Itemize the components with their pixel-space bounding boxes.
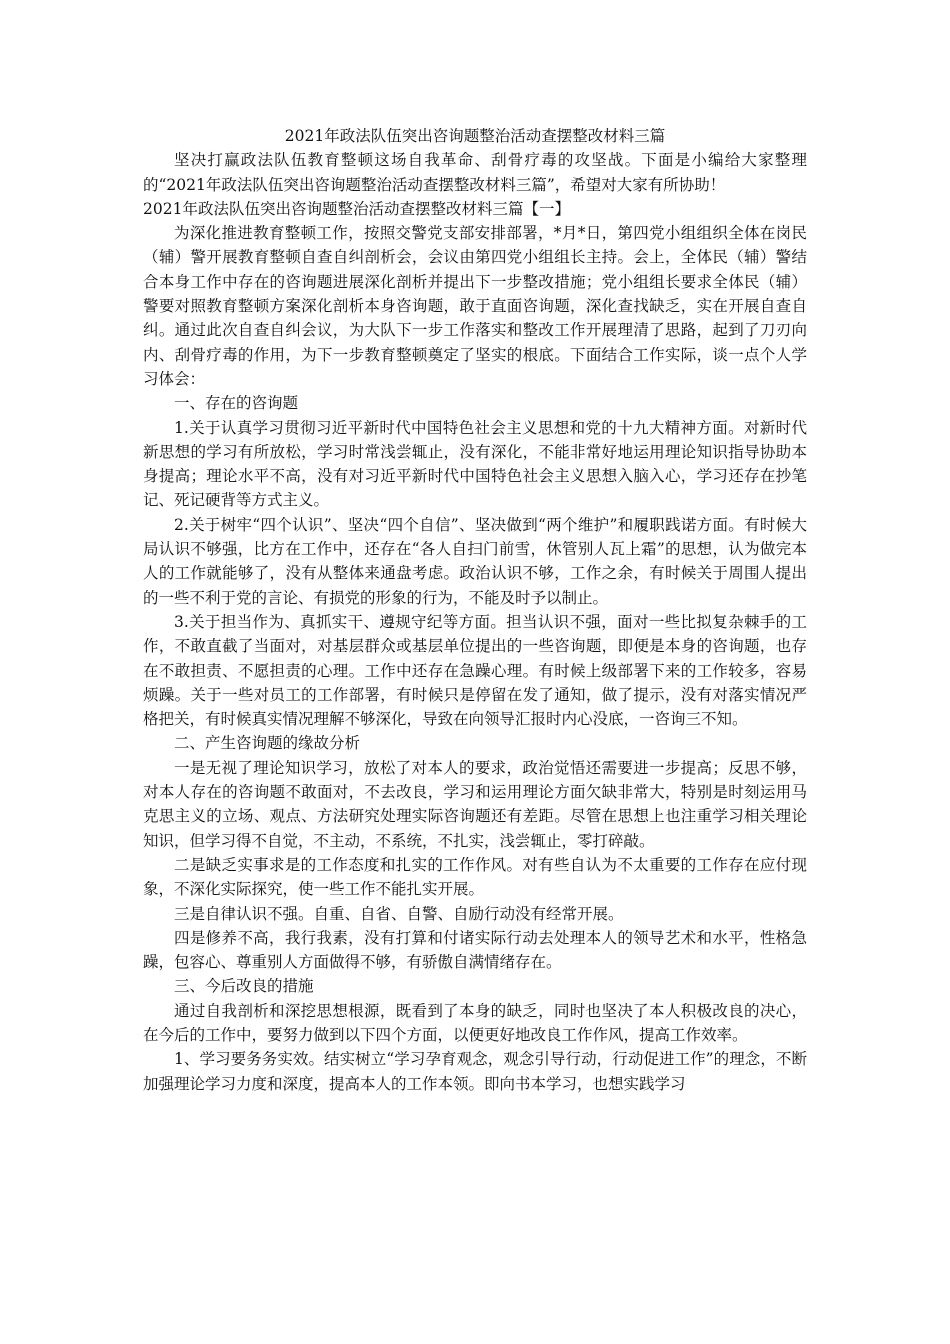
- section-heading-causes: 二、产生咨询题的缘故分析: [174, 734, 361, 753]
- intro-body-paragraph: 为深化推进教育整顿工作，按照交警党支部安排部署，*月*日，第四党小组组织全体在岗民（辅）警开展教育整顿自查自纠剖析会，会议由第四党小组组长主持。会上，全体民（辅）警结合本身工作中存在的咨询题进展深化剖析并提出下一步整改措施；党小组组长要求全体民（辅）警要对照教育整顿方案深化剖析本身咨询题，敢于直面咨询题，深化查找缺乏，实在开展自查自纠。通过此次自查自纠会议，为大队下一步工作落实和整改工作开展理清了思路，起到了刀刃向内、刮骨疗毒的作用，为下一步教育整顿奠定了坚实的根底。下面结合工作实际，谈一点个人学习体会：: [143, 224, 807, 388]
- part-heading: 2021年政法队伍突出咨询题整治活动查摆整改材料三篇【一】: [143, 199, 570, 218]
- intro-paragraph: 坚决打赢政法队伍教育整顿这场自我革命、刮骨疗毒的攻坚战。下面是小编给大家整理的“2021年政法队伍突出咨询题整治活动查摆整改材料三篇”，希望对大家有所协助！: [143, 151, 807, 194]
- problem-paragraph-3: 3.关于担当作为、真抓实干、遵规守纪等方面。担当认识不强，面对一些比拟复杂棘手的工作，不敢直截了当面对，对基层群众或基层单位提出的一些咨询题，即便是本身的咨询题，也存在不敢担责、不愿担责的心理。工作中还存在急躁心理。有时候上级部署下来的工作较多，容易烦躁。关于一些对员工的工作部署，有时候只是停留在发了通知，做了提示，没有对落实情况严格把关，有时候真实情况理解不够深化，导致在向领导汇报时内心没底，一咨询三不知。: [143, 612, 807, 729]
- document-title: 2021年政法队伍突出咨询题整治活动查摆整改材料三篇: [284, 127, 666, 145]
- section-heading-measures: 三、今后改良的措施: [174, 977, 314, 996]
- document-page: [143, 124, 807, 1096]
- cause-paragraph-1: 一是无视了理论知识学习，放松了对本人的要求，政治觉悟还需要进一步提高；反思不够，对本人存在的咨询题不敢面对，不去改良，学习和运用理论方面欠缺非常大，特别是时刻运用马克思主义的立场、观点、方法研究处理实际咨询题还有差距。尽管在思想上也注重学习相关理论知识，但学习得不自觉，不主动，不系统，不扎实，浅尝辄止，零打碎敲。: [143, 758, 807, 850]
- cause-paragraph-4: 四是修养不高，我行我素，没有打算和付诸实际行动去处理本人的领导艺术和水平，性格急躁，包容心、尊重别人方面做得不够，有骄傲自满情绪存在。: [143, 928, 807, 972]
- problem-paragraph-2: 2.关于树牢“四个认识”、坚决“四个自信”、坚决做到“两个维护”和履职践诺方面。有时候大局认识不够强，比方在工作中，还存在“各人自扫门前雪，休管别人瓦上霜”的思想，认为做完本人的工作就能够了，没有从整体来通盘考虑。政治认识不够，工作之余，有时候关于周围人提出的一些不利于党的言论、有损党的形象的行为，不能及时予以制止。: [143, 515, 807, 607]
- measure-paragraph-2: 1、学习要务务实效。结实树立“学习孕育观念，观念引导行动，行动促进工作”的理念，不断加强理论学习力度和深度，提高本人的工作本领。即向书本学习，也想实践学习: [143, 1050, 807, 1093]
- measure-paragraph-1: 通过自我剖析和深挖思想根源，既看到了本身的缺乏，同时也坚决了本人积极改良的决心，在今后的工作中，要努力做到以下四个方面，以便更好地改良工作作风，提高工作效率。: [143, 1001, 807, 1044]
- cause-paragraph-2: 二是缺乏实事求是的工作态度和扎实的工作作风。对有些自认为不太重要的工作存在应付现象，不深化实际探究，使一些工作不能扎实开展。: [143, 855, 807, 899]
- section-heading-problems: 一、存在的咨询题: [174, 394, 299, 413]
- problem-paragraph-1: 1.关于认真学习贯彻习近平新时代中国特色社会主义思想和党的十九大精神方面。对新时代新思想的学习有所放松，学习时常浅尝辄止，没有深化，不能非常好地运用理论知识指导协助本身提高；理论水平不高，没有对习近平新时代中国特色社会主义思想入脑入心，学习还存在抄笔记、死记硬背等方式主义。: [143, 418, 807, 510]
- cause-paragraph-3: 三是自律认识不强。自重、自省、自警、自励行动没有经常开展。: [174, 904, 624, 923]
